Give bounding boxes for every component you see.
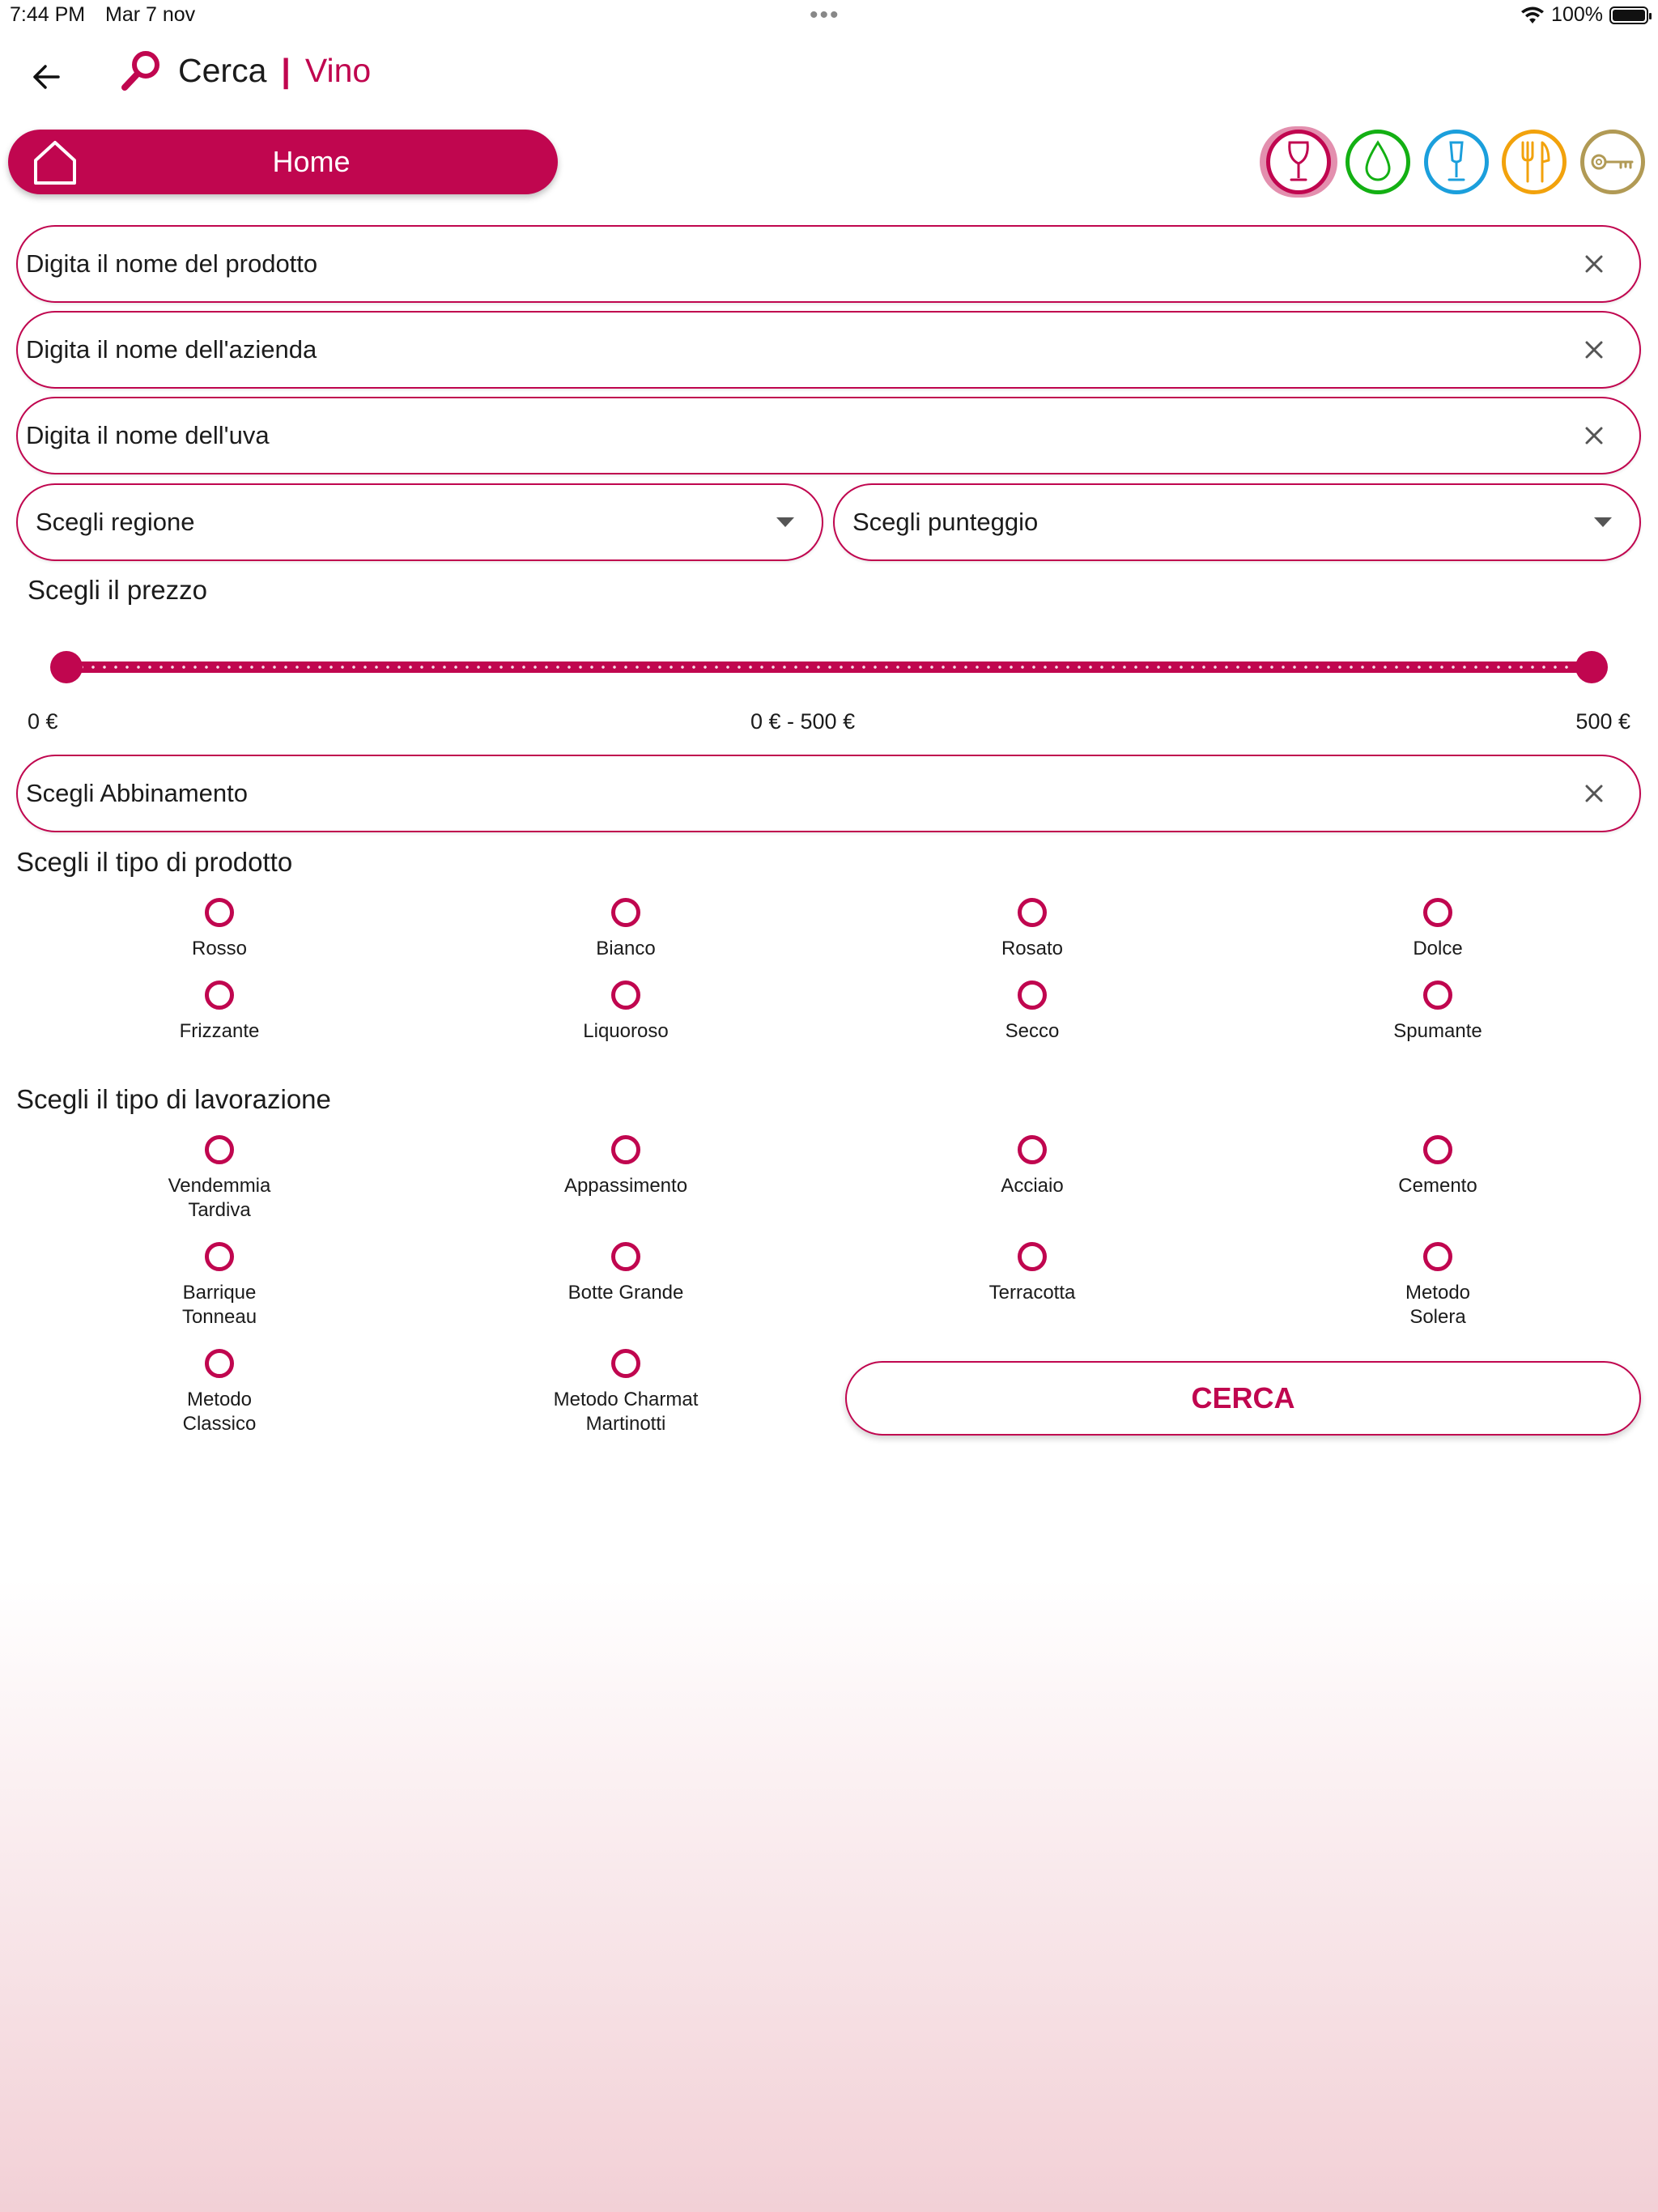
radio-button[interactable] [1018,1242,1047,1271]
back-button[interactable] [26,57,66,97]
radio-button[interactable] [1018,898,1047,927]
process-type-option[interactable] [911,1242,1154,1305]
process-type-option[interactable] [98,1242,341,1329]
spirit-glass-icon [1442,139,1471,185]
home-label: Home [272,145,351,178]
product-type-option[interactable] [504,898,747,961]
radio-label: Frizzante [179,1020,260,1042]
process-type-option[interactable] [1316,1135,1559,1198]
radio-button[interactable] [1423,1135,1452,1164]
price-range-label: 0 € - 500 € [750,709,856,734]
radio-label: Terracotta [988,1282,1076,1304]
key-icon [1590,147,1635,177]
search-icon [120,49,164,92]
process-type-option[interactable] [1316,1242,1559,1329]
battery-icon [1609,6,1648,24]
process-type-option[interactable] [504,1349,747,1436]
product-name-input[interactable]: Digita il nome del prodotto [26,249,318,278]
price-min-label: 0 € [28,709,58,734]
region-select-value: Scegli regione [36,508,195,536]
product-type-option[interactable] [504,981,747,1044]
close-icon [1585,341,1603,359]
radio-label: Secco [1005,1020,1060,1042]
chevron-down-icon [776,517,794,527]
product-type-option[interactable] [1316,981,1559,1044]
process-type-option[interactable] [504,1135,747,1198]
radio-button[interactable] [1423,981,1452,1010]
company-name-input[interactable]: Digita il nome dell'azienda [26,335,317,364]
radio-button[interactable] [1018,1135,1047,1164]
fork-knife-icon [1516,139,1552,185]
product-type-option[interactable] [98,981,341,1044]
process-type-option[interactable] [98,1349,341,1436]
grape-name-input[interactable]: Digita il nome dell'uva [26,421,270,449]
radio-label: Metodo Solera [1405,1282,1471,1328]
process-type-option[interactable] [98,1135,341,1223]
pairing-field[interactable] [16,755,1641,832]
radio-button[interactable] [1423,1242,1452,1271]
radio-button[interactable] [611,1135,640,1164]
radio-label: Barrique Tonneau [181,1282,257,1328]
radio-label: Metodo Charmat Martinotti [553,1389,699,1435]
radio-label: Acciaio [1001,1175,1064,1197]
radio-label: Bianco [596,938,656,959]
process-type-option[interactable] [911,1135,1154,1198]
chevron-down-icon [1594,517,1612,527]
radio-button[interactable] [205,1349,234,1378]
product-type-option[interactable] [911,981,1154,1044]
multitasking-dots[interactable]: ••• [810,2,840,28]
status-time: 7:44 PM [10,3,86,26]
radio-label: Cemento [1398,1175,1477,1197]
grape-name-field[interactable] [16,397,1641,474]
product-type-option[interactable] [1316,898,1559,961]
clear-company-button[interactable] [1570,325,1618,374]
radio-button[interactable] [205,1242,234,1271]
title-cerca: Cerca [178,51,267,89]
score-select[interactable] [833,483,1641,561]
radio-label: Appassimento [563,1175,688,1197]
radio-button[interactable] [205,981,234,1010]
company-name-field[interactable] [16,311,1641,389]
wifi-icon [1520,6,1545,25]
product-type-option[interactable] [98,898,341,961]
radio-label: Liquoroso [583,1020,669,1042]
clear-product-button[interactable] [1570,240,1618,288]
price-title: Scegli il prezzo [28,575,207,605]
radio-button[interactable] [1018,981,1047,1010]
radio-label: Rosato [1001,938,1064,959]
radio-label: Vendemmia Tardiva [168,1175,271,1221]
radio-label: Spumante [1393,1020,1482,1042]
price-slider-track[interactable] [65,661,1591,673]
radio-button[interactable] [1423,898,1452,927]
title-separator: | [281,51,291,89]
radio-label: Rosso [191,938,248,959]
close-icon [1585,255,1603,273]
wine-glass-icon [1282,139,1315,185]
status-right [1520,3,1648,27]
region-select[interactable] [16,483,823,561]
home-icon [31,138,79,186]
page-title [120,49,371,92]
battery-percent: 100% [1551,3,1603,26]
title-vino: Vino [304,51,372,89]
product-type-title: Scegli il tipo di prodotto [16,847,293,877]
price-slider-max-handle[interactable] [1575,651,1608,683]
product-name-field[interactable] [16,225,1641,303]
radio-button[interactable] [205,898,234,927]
water-drop-icon [1362,139,1394,185]
process-type-option[interactable] [504,1242,747,1305]
category-water-button[interactable] [1346,130,1410,194]
radio-button[interactable] [611,1242,640,1271]
arrow-left-icon [32,64,61,90]
score-select-value: Scegli punteggio [852,508,1039,536]
price-slider-min-handle[interactable] [50,651,83,683]
clear-grape-button[interactable] [1570,411,1618,460]
category-key-button[interactable] [1580,130,1645,194]
category-food-button[interactable] [1502,130,1567,194]
close-icon [1585,427,1603,445]
radio-button[interactable] [205,1135,234,1164]
product-type-option[interactable] [911,898,1154,961]
radio-label: Dolce [1413,938,1463,959]
radio-label: Botte Grande [568,1282,684,1304]
radio-button[interactable] [611,898,640,927]
home-button[interactable] [8,130,558,194]
close-icon [1585,785,1603,802]
process-type-title: Scegli il tipo di lavorazione [16,1084,331,1114]
radio-button[interactable] [611,1349,640,1378]
search-button[interactable]: CERCA [845,1361,1641,1436]
category-spirits-button[interactable] [1424,130,1489,194]
radio-label: Metodo Classico [182,1389,257,1435]
pairing-input[interactable]: Scegli Abbinamento [26,779,249,807]
price-max-label: 500 € [1575,709,1630,734]
status-date: Mar 7 nov [105,3,196,26]
radio-button[interactable] [611,981,640,1010]
clear-pairing-button[interactable] [1570,769,1618,818]
category-wine-button[interactable] [1266,130,1331,194]
